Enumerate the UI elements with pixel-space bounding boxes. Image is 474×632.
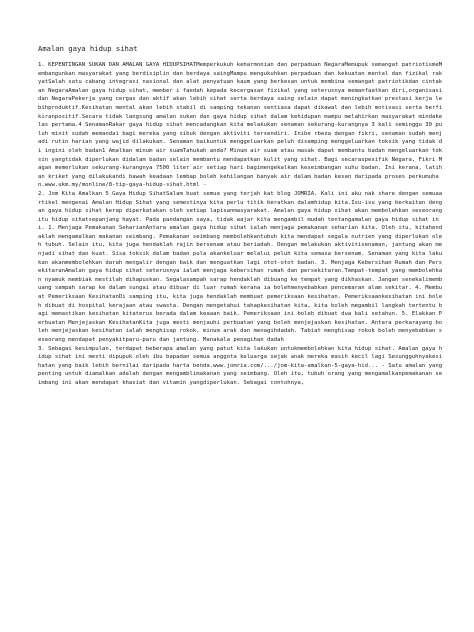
document-title: Amalan gaya hidup sihat	[38, 44, 138, 53]
paragraph-1: 1. KEPENTINGAN SUKAN DAN AMALAN GAYA HIDUPSIHATMemperkukuh keharmonian dan perpaduan NegaraMemupuk semangat patriotismeMembangunkan masyarakat yang berdisiplin dan berdaya saingMampu mengukuhkan perpaduan dan kekuatan mental dan fizikal rakyatSalah satu cabang integrasi nasional dan alat penyatuan kaum yang berkesan untuk membina semangat patriotikdan cintakan NegaraAmalan gaya hidup sihat, member i faedah kepada kecergasan fizikal yang seterusnya memanfaatkan diri,organisasi dan NegaraPekerja yang cergas dan aktif akan lebih sihat serta berdaya saing selain dapat meningkatkan prestasi kerja lebihproduktif.Kesihatan mental akan lebih stabil di samping tekanan sentiasa dapat dikawal dan lebih motivasi serta berfikiranpositif.Secara tidak langsung amalan sukan dan gaya hidup sihat dalam kehidupan mampu melahirkan masyarakat mindakelas pertama.4 SenamanRakar gaya hidup sihat mencadangkan kita melakukan senaman sekurang-kurangnya 3 kali seminggu 30 puluh minit sudah memandai bagi mereka yang sibuk dengan aktiviti tersendiri. Inibe rbeza dengan fikri, senaman sudah menjadi rutin harian yang wajid dilakukan. Senaman baikuntuk menggeluarkan peluh disamping menggeluarkan toksik yang tidak di ingini oleh badan1 Amalkan minum air suamTahukah anda? Minum air suam atau masak dapat membantu badan mengeluarkan toksin yangtidak diperlukan didalam badan selain membantu mendapatkan kulit yang sihat. Bagi secaraspesifik Negara, Fikri Magan memerlukan sekurang-kurangnya 7500 liter air setiap hari bagimengekalkan keseimbangan suhu badan. Ini kerana, latihan kriket yang dilakukandi bawah keadaan lembap boleh kehilangan banyak air dalam badan kesan daripada proses perkumuhan.www.ukm.my/monline/8-tip-gaya-hidup-sihat.html -	[38, 62, 446, 189]
paragraph-3: 3. Sebagai kesimpulan, terdapat beberapa amalan yang patut kita lakukan untukmembolehkan kita hidup sihat. Amalan gaya hidup sihat ini mesti dipupuk oleh ibu bapadan semua anggota keluarga sejak anak mereka masih kecil lagi Sesungguhnyakesihatan yang baik lebih bernilai daripada harta benda.www.jomria.com/.../jom-kita-amalkan-5-gaya-hid... - Satu amalan yang penting untuk diamalkan adalah dengan mengamblimakanan yang seimbang. Oleh itu, tubuh orang yang mengamalkanpemakanan seimbang ini akan mendapat khasiat dan vitamin yangdiperlukan. Sebagai contohnya,	[38, 345, 446, 386]
paragraph-2: 2. Jom Kita Amalkan 5 Gaya Hidup SihatSalam buat semua yang terjah kat blog JOMRIA. Kali ini aku nak share dengan semuaartikel mengenai Amalan Hidup Sihat yang semestinya kita perlu titik beratkan dalamhidup kita.Isu-isu yang berkaitan dengan gaya hidup sihat kerap diperkatakan oleh setiap lapisanmasyarakat. Amalan gaya hidup sihat akan membolehkan seseorang itu hidup sihatsepanjang hayat. Pada pandangan saya, tidak wajar kita mengambil mudah tentangamalan gaya hidup sihat ini. 1. Menjaga Pemakanan SeharianAntara amalan gaya hidup sihat ialah menjaga pemakanan seharian kita. Oleh itu, kitahendaklah mengamalkan makanan seimbang. Pemakanan seimbang membolehkantubuh kita mendapat segala nutrien yang diperlukan oleh tubuh. Selain itu, kita juga hendaklah rajin bersenam atau beriadah. Dengan melakukan aktivitisenaman, jantung akan menjadi sihat dan kuat. Sisa toksik dalam badan pula akankeluar melalui peluh kita semasa bersenam. Senaman yang kita lakukan akanmembolehkan darah mengalir dengan baik dan menguatkan lagi otot-otot badan. 3. Menjaga Kebersihan Rumah dan PersekitaranAmalan gaya hidup sihat seterusnya ialah menjaga kebersihan rumah dan persekitaran.Tempat-tempat yang membolehkan nyamuk membiak mestilah dihapuskan. Segalasampah sarap hendaklah dibuang ke tempat yang dikhaskan. Jangan senekalimembuang sampah sarap ke dalam sungai atau dibuar di luar rumah kerana ia bolehmenyebabkan pencemaran alam sekitar. 4. Membuat Pemeriksaan KesihatanDi samping itu, kita juga hendaklah membuat pemeriksaan kesihatan. Pemeriksaankesihatan ini boleh dibuat di hospital kerajaan atau swasta. Dengan mengetahui tahapkesihatan kita, kita boleh megambil langkah tertentu bagi memastikan kesihatan kitaterus berada dalam keaaan baik. Pemeriksaan ini boleh dibuat dua kali setahun. 5. Elakkan Perbuatan Menjejaskan KesihatanKita juga mesti menjauhi perbuatan yang boleh menjejaskan kesihatan. Antara perkarayang boleh menjejaskan kesihatan ialah menghisap rokok, minum arak dan menagihdadah. Tabiat menghisap rokok boleh menyebabkan seseorang mendapat penyakitparu-paru dan jantung. Manakala penagihan dadah	[38, 190, 446, 343]
